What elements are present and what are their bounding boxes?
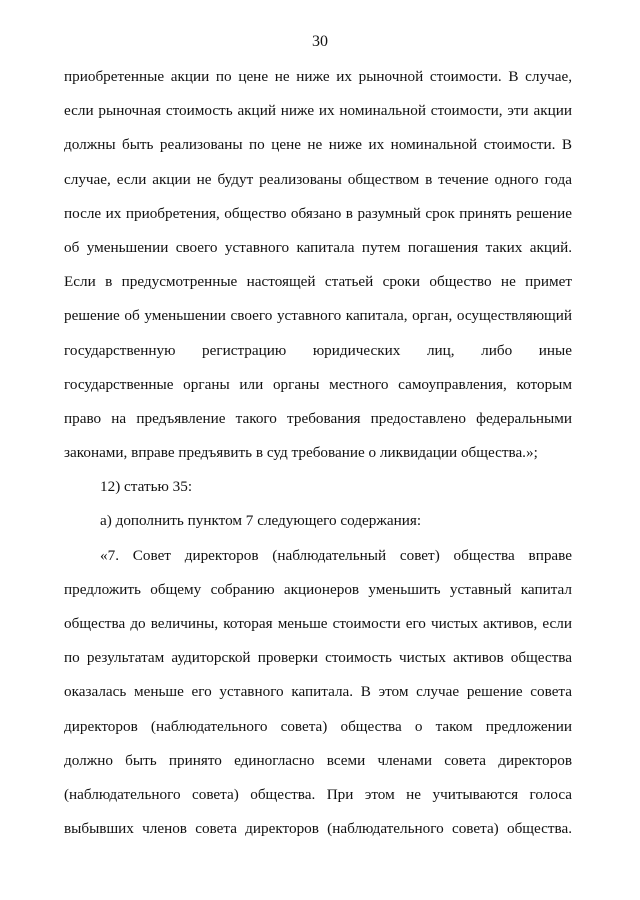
text-line: об уменьшении своего уставного капитала путем погашения таких акций.	[64, 238, 572, 256]
text-line: Если в предусмотренные настоящей статьей сроки общество не примет	[64, 273, 572, 291]
text-line: оказалась меньше его уставного капитала. В этом случае решение совета	[64, 683, 572, 701]
text-line: 12) статью 35:	[100, 478, 193, 496]
body-text	[64, 60, 572, 846]
text-line: «7. Совет директоров (наблюдательный совет) общества вправе	[100, 546, 572, 564]
text-line: право на предъявление такого требования предоставлено федеральными	[64, 409, 572, 427]
text-line: после их приобретения, общество обязано в разумный срок принять решение	[64, 204, 572, 222]
page-number: 30	[312, 33, 328, 50]
text-line: директоров (наблюдательного совета) общества о таком предложении	[64, 717, 572, 735]
text-line: должно быть принято единогласно всеми членами совета директоров	[64, 751, 572, 769]
text-line: законами, вправе предъявить в суд требование о ликвидации общества.»;	[64, 444, 538, 462]
text-line: случае, если акции не будут реализованы обществом в течение одного года	[64, 170, 572, 188]
text-line: выбывших членов совета директоров (наблюдательного совета) общества.	[64, 820, 572, 838]
text-line: государственную регистрацию юридических лиц, либо иные	[64, 341, 572, 359]
text-line: по результатам аудиторской проверки стоимость чистых активов общества	[64, 649, 572, 667]
text-line: предложить общему собранию акционеров уменьшить уставный капитал	[64, 580, 572, 598]
text-line: а) дополнить пунктом 7 следующего содержания:	[100, 512, 422, 530]
text-line: если рыночная стоимость акций ниже их номинальной стоимости, эти акции	[64, 102, 572, 120]
text-line: решение об уменьшении своего уставного капитала, орган, осуществляющий	[64, 307, 572, 325]
text-line: (наблюдательного совета) общества. При этом не учитываются голоса	[64, 785, 572, 803]
text-line: общества до величины, которая меньше стоимости его чистых активов, если	[64, 615, 572, 632]
text-line: государственные органы или органы местного самоуправления, которым	[64, 375, 572, 393]
text-line: приобретенные акции по цене не ниже их рыночной стоимости. В случае,	[64, 68, 572, 85]
text-line: должны быть реализованы по цене не ниже их номинальной стоимости. В	[64, 136, 572, 154]
